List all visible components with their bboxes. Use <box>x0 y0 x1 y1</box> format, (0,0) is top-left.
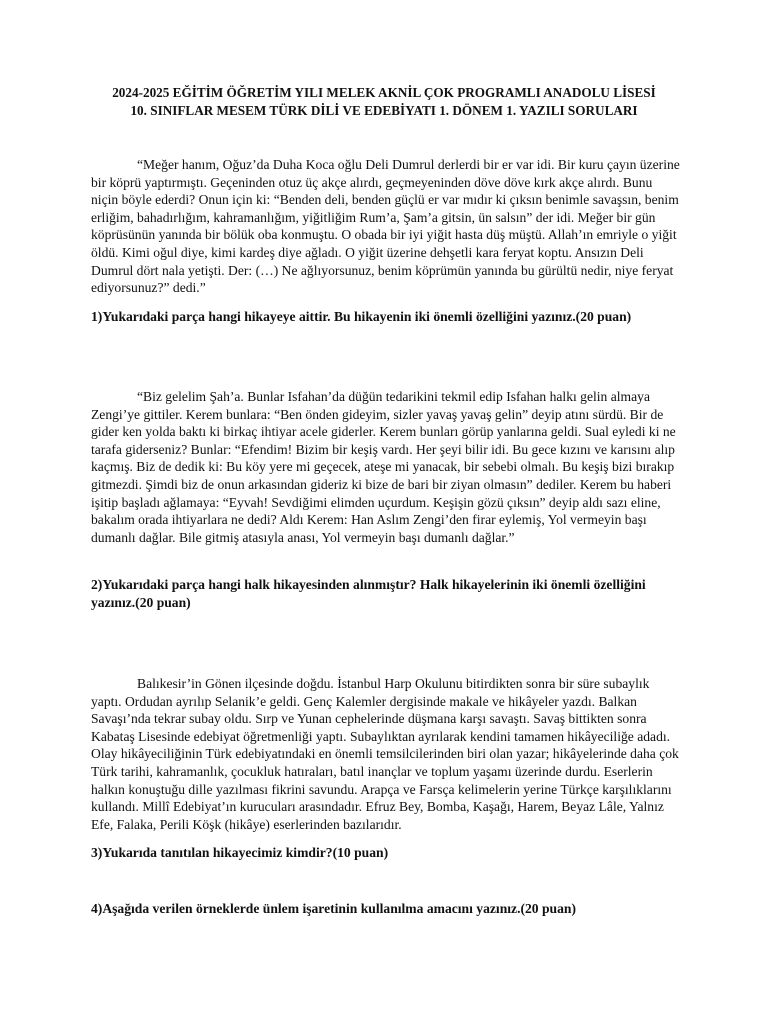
question-4: 4)Aşağıda verilen örneklerde ünlem işaretinin kullanılma amacını yazınız.(20 puan) <box>91 901 576 916</box>
passage-1: “Meğer hanım, Oğuz’da Duha Koca oğlu Deli Dumrul derlerdi bir er var idi. Bir kuru çayın üzerine bir köprü yaptırmıştı. Geçeninden otuz üç akçe alırdı, geçmeyeninden döve döve kırk akçe alırdı. Bunu niçin böyle ederdi? Onun için ki: “Benden deli, benden güçlü er var mıdır ki çıksın benimle savaşsın, benim erliğim, bahadırlığım, kahramanlığım, yiğitliğim Rum’a, Şam’a gitsin, ün salsın” der idi. Meğer bir gün köprüsünün yanında bir bölük oba konmuştu. O obada bir iyi yiğit hasta düş müştü. Allah’ın emriyle o yiğit öldü. Kimi oğul diye, kimi kardeş diye ağladı. O yiğit üzerine dehşetli kara feryat koptu. Ansızın Deli Dumrul dört nala yetişti. Der: (…) Ne ağlıyorsunuz, benim köprümün yanında bu gürültü nedir, niye feryat ediyorsunuz?” dedi.” <box>91 157 680 296</box>
question-2: 2)Yukarıdaki parça hangi halk hikayesinden alınmıştır? Halk hikayelerinin iki önemli özelliğini yazınız.(20 puan) <box>91 577 646 610</box>
passage-2: “Biz gelelim Şah’a. Bunlar Isfahan’da düğün tedarikini tekmil edip Isfahan halkı gelin almaya Zengi’ye gittiler. Kerem bunlara: “Ben önden gideyim, sizler yavaş yavaş gelin” deyip atını sürdü. Bir de gider ken yolda baktı ki birkaç ihtiyar acele giderler. Kerem bunları görüp yanlarına geldi. Sual eyledi ki ne tarafa giderseniz? Bunlar: “Efendim! Bizim bir keşiş vardı. Her şeyi bilir idi. Bu gece kızını ve karısını alıp kaçmış. Biz de dedik ki: Bu köy yere mi geçecek, ateşe mi yanacak, bir sebebi olmalı. Bu keşiş bizi bırakıp gitmezdi. Şimdi biz de onun arkasından gideriz ki bize de bari bir ziyan olmasın” dediler. Kerem bu haberi işitip başladı ağlamaya: “Eyvah! Sevdiğimi elimden uçurdum. Keşişin gözü çıksın” deyip aldı sazı eline, bakalım orada ihtiyarlara ne dedi? Aldı Kerem: Han Aslım Zengi’den firar eylemiş, Yol vermeyin başı dumanlı dağlar. Bile gitmiş atasıyla anası, Yol vermeyin başı dumanlı dağlar.” <box>91 389 676 545</box>
question-1: 1)Yukarıdaki parça hangi hikayeye aittir. Bu hikayenin iki önemli özelliğini yazınız.(20 puan) <box>91 309 632 324</box>
exam-title <box>60 84 708 120</box>
exam-title-line-1: 2024-2025 EĞİTİM ÖĞRETİM YILI MELEK AKNİL ÇOK PROGRAMLI ANADOLU LİSESİ <box>112 85 656 100</box>
passage-3: Balıkesir’in Gönen ilçesinde doğdu. İstanbul Harp Okulunu bitirdikten sonra bir süre subaylık yaptı. Ordudan ayrılıp Selanik’e geldi. Genç Kalemler dergisinde makale ve hikâyeler yazdı. Balkan Savaşı’nda tekrar subay oldu. Sırp ve Yunan cephelerinde düşmana karşı savaştı. Savaş bittikten sonra Kabataş Lisesinde edebiyat öğretmenliği yaptı. Subaylıktan ayrılarak kendini tamamen hikâyeciliğe adadı. Olay hikâyeciliğinin Türk edebiyatındaki en önemli temsilcilerinden biri olan yazar; hikâyelerinde daha çok Türk tarihi, kahramanlık, çocukluk hatıraları, batıl inançlar ve toplum yaşamı üzerinde durdu. Eserlerin halkın konuştuğu dille yazılması fikrini savundu. Arapça ve Farsça kelimelerin yerine Türkçe karşılıklarını kullandı. Millî Edebiyat’ın kurucuları arasındadır. Efruz Bey, Bomba, Kaşağı, Harem, Beyaz Lâle, Yalnız Efe, Falaka, Perili Köşk (hikâye) eserlerinden bazılarıdır. <box>91 676 679 832</box>
exam-title-line-2: 10. SINIFLAR MESEM TÜRK DİLİ VE EDEBİYATI 1. DÖNEM 1. YAZILI SORULARI <box>130 103 638 118</box>
question-3: 3)Yukarıda tanıtılan hikayecimiz kimdir?(10 puan) <box>91 845 389 860</box>
